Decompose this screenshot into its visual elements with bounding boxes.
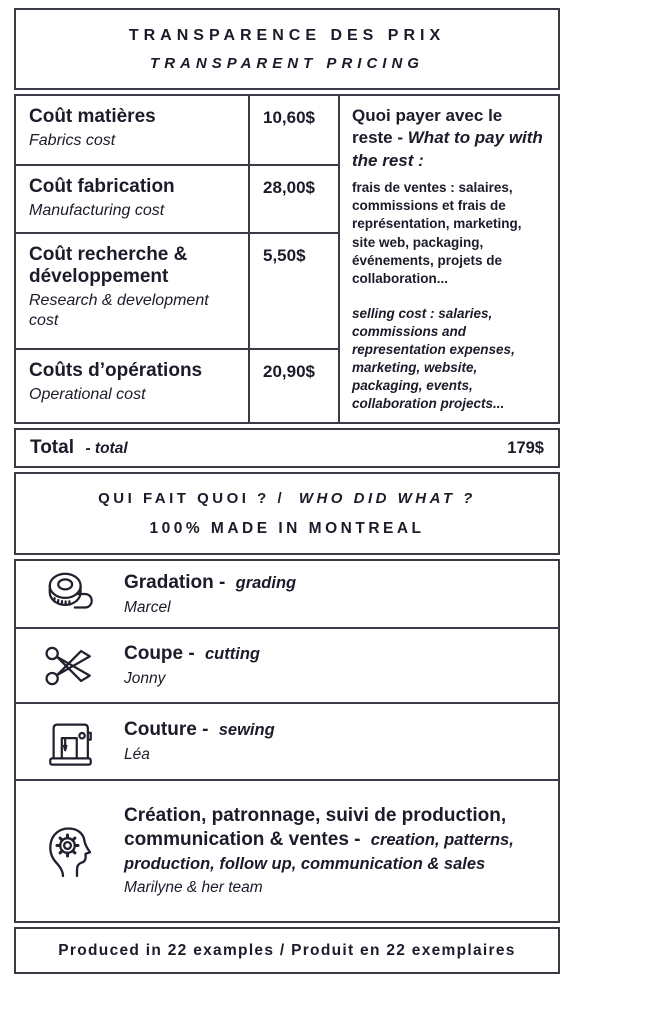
craft-row-grading xyxy=(16,561,558,629)
rest-body-french: frais de ventes : salaires, commissions et frais de représentation, marketing, site web, packaging, événements, projets de collaboration... xyxy=(352,180,522,286)
who-line1 xyxy=(98,490,476,507)
who-did-what-section xyxy=(14,472,560,555)
pricing-transparency-card xyxy=(14,8,560,974)
rest-heading-en: What to pay with the rest : xyxy=(352,128,543,170)
craft-title-fr: Coupe - xyxy=(124,643,195,665)
measuring-tape-icon xyxy=(42,567,98,621)
craft-title xyxy=(124,571,296,595)
total-label-fr: Total xyxy=(30,437,74,458)
scissors-icon xyxy=(42,639,98,693)
craft-text xyxy=(124,571,296,617)
craft-text xyxy=(124,804,532,898)
total-row xyxy=(14,428,560,468)
craft-title-fr: Couture - xyxy=(124,719,209,741)
cost-label-fr: Coût fabrication xyxy=(29,176,175,197)
table-row-research-label xyxy=(16,234,250,350)
rest-heading-fr: Quoi payer avec le reste - xyxy=(352,106,503,148)
head-gear-icon xyxy=(42,822,98,880)
craft-person: Marilyne & her team xyxy=(124,879,263,897)
title-french: TRANSPARENCE DES PRIX xyxy=(128,26,446,44)
craft-title-fr: Gradation - xyxy=(124,571,226,593)
rest-explanation-cell xyxy=(340,96,558,422)
rest-heading xyxy=(352,105,547,172)
craft-text xyxy=(124,718,275,764)
cost-label-fr: Coût recherche & développement xyxy=(29,244,188,288)
total-label xyxy=(30,437,128,459)
craft-title xyxy=(124,642,260,666)
cost-label-en: Fabrics cost xyxy=(29,132,116,150)
cost-label-en: Manufacturing cost xyxy=(29,202,165,220)
table-row-research-price: 5,50$ xyxy=(250,234,340,350)
cost-label-fr: Coût matières xyxy=(29,106,156,127)
cost-label-en: Research & development cost xyxy=(29,292,209,329)
table-row-fabrics-label xyxy=(16,96,250,166)
table-row-operations-label xyxy=(16,350,250,422)
crafts-section xyxy=(14,559,560,923)
craft-title-en: grading xyxy=(235,573,297,592)
table-row-operations-price: 20,90$ xyxy=(250,350,340,422)
made-in-montreal-line: 100% MADE IN MONTREAL xyxy=(149,519,425,537)
craft-person: Léa xyxy=(124,746,150,764)
craft-text xyxy=(124,642,260,688)
who-line1-en: WHO DID WHAT ? xyxy=(298,489,476,507)
header-section xyxy=(14,8,560,90)
cost-table xyxy=(14,94,560,424)
craft-person: Jonny xyxy=(124,670,166,688)
who-line1-fr: QUI FAIT QUOI ? / xyxy=(98,489,286,507)
footer-section xyxy=(14,927,560,974)
craft-row-sewing xyxy=(16,704,558,781)
table-row-fabrics-price: 10,60$ xyxy=(250,96,340,166)
total-label-en: - total xyxy=(85,440,128,457)
craft-title xyxy=(124,718,275,742)
craft-title-fr: Création, patronnage, suivi de production, communication & ventes - xyxy=(124,805,507,850)
craft-row-creation xyxy=(16,781,558,921)
rest-body-english: selling cost : salaries, commissions and representation expenses, marketing, website, packaging, events, collaboration projects... xyxy=(352,305,515,412)
craft-title-en: creation, patterns, production, follow up, communication & sales xyxy=(124,830,514,873)
edition-count-text: Produced in 22 examples / Produit en 22 exemplaires xyxy=(58,941,516,959)
cost-label-en: Operational cost xyxy=(29,386,146,404)
sewing-machine-icon xyxy=(42,715,98,769)
table-row-manufacturing-price: 28,00$ xyxy=(250,166,340,234)
craft-title-en: cutting xyxy=(205,645,260,664)
craft-row-cutting xyxy=(16,629,558,704)
craft-person: Marcel xyxy=(124,598,171,616)
craft-title-en: sewing xyxy=(218,721,275,740)
title-english: TRANSPARENT PRICING xyxy=(150,54,424,72)
total-amount: 179$ xyxy=(507,438,544,457)
craft-title xyxy=(124,804,532,875)
table-row-manufacturing-label xyxy=(16,166,250,234)
cost-label-fr: Coûts d’opérations xyxy=(29,360,203,381)
